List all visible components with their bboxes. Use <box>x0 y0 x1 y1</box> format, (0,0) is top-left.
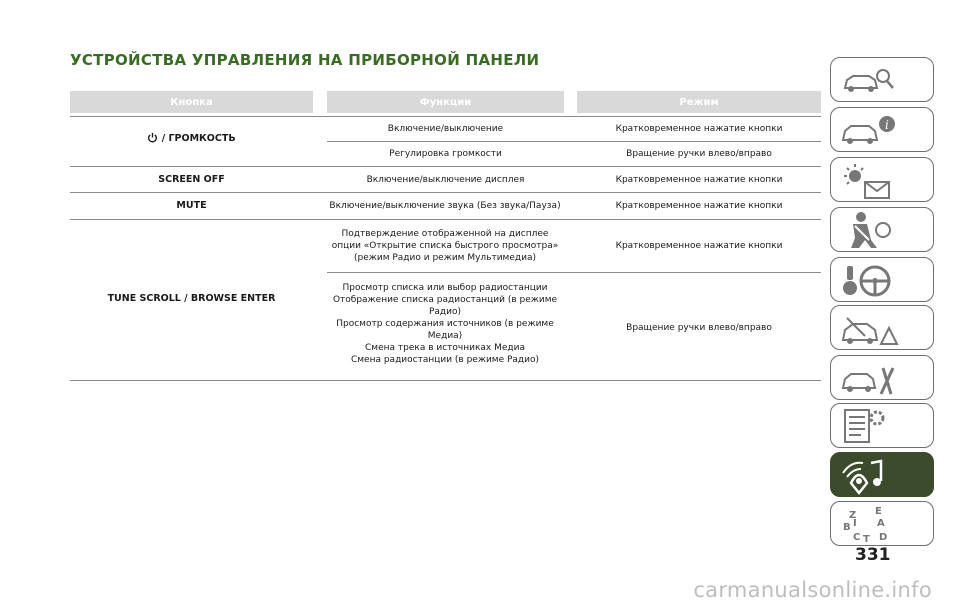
button-name-volume: / ГРОМКОСТЬ <box>158 133 236 144</box>
function-line: Отображение списка радиостанций (в режиме <box>332 295 558 305</box>
button-name: MUTE <box>176 200 207 211</box>
index-letter: C <box>853 532 861 543</box>
function-line: Радио) <box>428 307 462 317</box>
page-number: 331 <box>855 545 891 565</box>
watermark: carmanualsonline.info <box>693 578 932 602</box>
mode-text: Кратковременное нажатие кнопки <box>615 201 783 211</box>
index-letter: B <box>843 522 851 533</box>
table-divider <box>327 272 821 273</box>
function-line: Смена трека в источниках Медиа <box>365 343 525 353</box>
tab-warning-lights[interactable] <box>830 157 934 202</box>
button-name: TUNE SCROLL / BROWSE ENTER <box>107 293 276 304</box>
key-steering-wheel-icon <box>831 258 935 303</box>
function-line: Просмотр содержания источников (в режиме <box>336 319 554 329</box>
table-divider <box>70 380 821 381</box>
tab-multimedia[interactable] <box>830 452 934 497</box>
index-letter: A <box>877 518 885 529</box>
car-info-icon <box>831 108 935 153</box>
function-text <box>310 228 580 264</box>
table-divider <box>70 192 821 193</box>
mode-text: Кратковременное нажатие кнопки <box>615 124 783 134</box>
column-header-mode: Режим <box>577 91 821 113</box>
function-text: Регулировка громкости <box>389 149 502 159</box>
function-text <box>310 282 580 366</box>
tab-index[interactable] <box>830 501 934 546</box>
car-service-tools-icon <box>831 356 935 401</box>
function-text: Включение/выключение <box>387 124 504 134</box>
index-letter: T <box>863 534 870 545</box>
mode-text: Кратковременное нажатие кнопки <box>615 241 783 251</box>
passenger-safety-icon <box>831 208 935 253</box>
index-letter: I <box>853 518 857 529</box>
tab-car-search[interactable] <box>830 57 934 102</box>
function-text: Включение/выключение дисплея <box>366 175 525 185</box>
function-line: опции «Открытие списка быстрого просмотра» <box>331 241 559 251</box>
column-header-function: Функции <box>327 91 564 113</box>
column-header-button: Кнопка <box>70 91 313 113</box>
table-divider <box>327 141 821 142</box>
multimedia-icon <box>831 453 935 498</box>
mode-text: Вращение ручки влево/вправо <box>626 323 772 333</box>
function-line: Смена радиостанции (в режиме Радио) <box>350 355 540 365</box>
tab-safety[interactable] <box>830 207 934 252</box>
index-letter: D <box>879 532 888 543</box>
warning-light-message-icon <box>831 158 935 203</box>
tab-service[interactable] <box>830 355 934 400</box>
function-line: Просмотр списка или выбор радиостанции <box>342 283 548 293</box>
tab-car-info[interactable] <box>830 107 934 152</box>
function-line: Медиа) <box>427 331 463 341</box>
function-line: (режим Радио и режим Мультимедиа) <box>354 253 536 263</box>
page-title: УСТРОЙСТВА УПРАВЛЕНИЯ НА ПРИБОРНОЙ ПАНЕЛИ <box>70 51 540 69</box>
button-name: SCREEN OFF <box>158 174 225 185</box>
power-icon <box>147 132 158 147</box>
function-line: Подтверждение отображенной на дисплее <box>341 229 549 239</box>
technical-data-icon <box>831 404 935 449</box>
alphabetical-index-icon <box>831 502 935 547</box>
function-text: Включение/выключение звука (Без звука/Пауза) <box>329 201 561 211</box>
index-letter: E <box>875 506 882 517</box>
mode-text: Кратковременное нажатие кнопки <box>615 175 783 185</box>
tab-starting-driving[interactable] <box>830 257 934 302</box>
table-row <box>70 132 313 147</box>
tab-emergency[interactable] <box>830 305 934 350</box>
svg-text:i: i <box>885 118 889 132</box>
table-divider <box>70 166 821 167</box>
car-emergency-icon <box>831 306 935 351</box>
car-search-icon <box>831 58 935 103</box>
table-divider <box>70 116 821 117</box>
table-divider <box>70 219 821 220</box>
tab-technical-data[interactable] <box>830 403 934 448</box>
index-letter: Z <box>849 510 857 521</box>
mode-text: Вращение ручки влево/вправо <box>626 149 772 159</box>
